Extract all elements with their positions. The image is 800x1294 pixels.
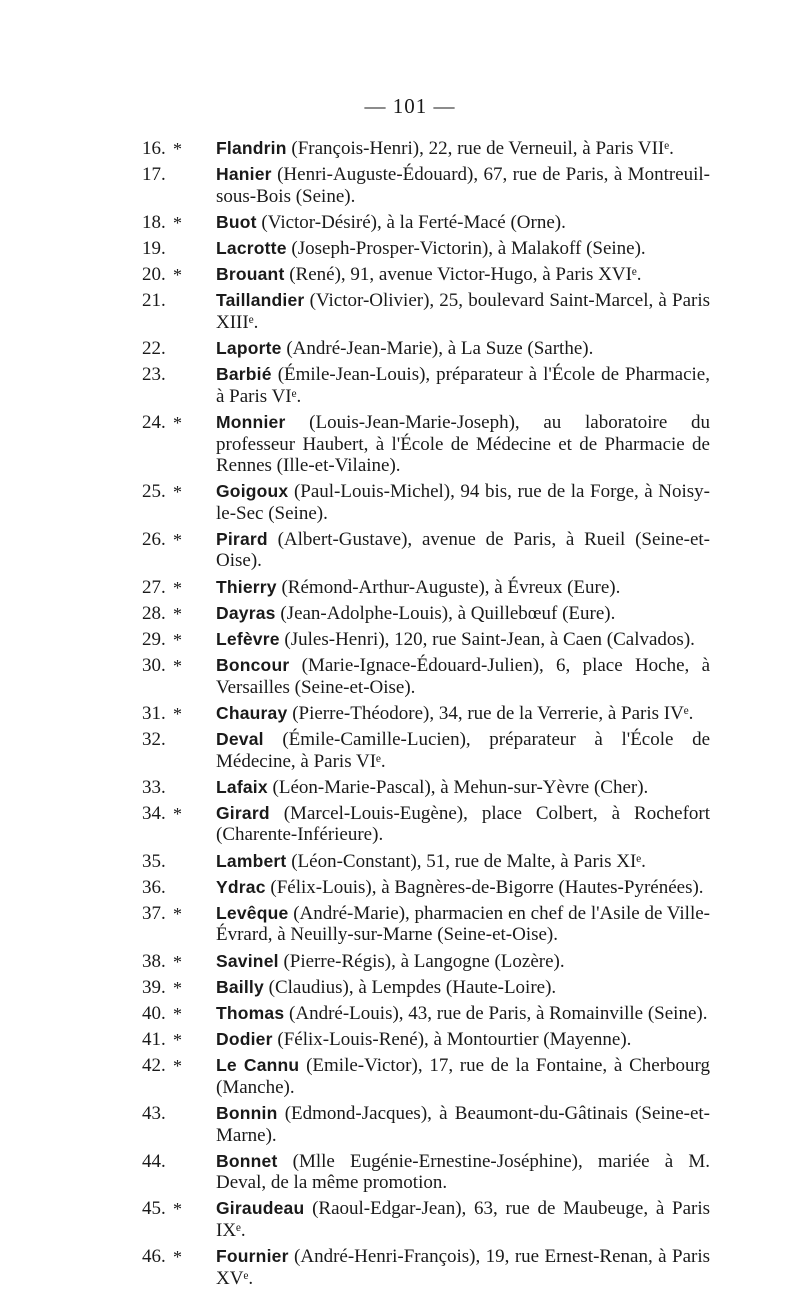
entry-surname: Lacrotte [216, 238, 287, 259]
entry-number: 22. [142, 338, 166, 360]
list-item [140, 264, 710, 286]
entry-surname: Bonnet [216, 1150, 278, 1171]
list-item [140, 364, 710, 407]
entry-details: (Marcel-Louis-Eugène), place Colbert, à Rochefort (Charente-Inférieure). [216, 802, 711, 846]
entry-number: 27. [142, 576, 166, 598]
entry-surname: Lefèvre [216, 628, 280, 649]
list-item [140, 1055, 710, 1098]
entry-surname: Pirard [216, 528, 268, 549]
entry-number: 36. [142, 876, 166, 898]
list-item [140, 1198, 710, 1241]
entry-asterisk: * [173, 212, 182, 233]
entry-surname: Hanier [216, 164, 272, 185]
entry-details: (Claudius), à Lempdes (Haute-Loire). [268, 976, 557, 998]
entry-details: (Paul-Louis-Michel), 94 bis, rue de la Forge, à Noisy-le-Sec (Seine). [216, 481, 711, 524]
list-item [140, 877, 710, 899]
list-item [140, 1029, 710, 1051]
entry-details: (René), 91, avenue Victor-Hugo, à Paris XVIᵉ. [289, 264, 642, 286]
entry-asterisk: * [173, 1004, 182, 1024]
entry-number: 45. [142, 1198, 166, 1220]
list-item [140, 138, 710, 160]
entry-asterisk: * [173, 529, 182, 550]
entry-details: (Victor-Désiré), à la Ferté-Macé (Orne). [261, 211, 566, 233]
entry-details: (Jean-Adolphe-Louis), à Quillebœuf (Eure). [280, 602, 616, 624]
entry-surname: Ydrac [216, 876, 266, 897]
list-item [140, 629, 710, 651]
entry-asterisk: * [173, 265, 182, 286]
entry-surname: Goigoux [216, 481, 289, 502]
entry-number: 25. [142, 481, 166, 503]
entry-number: 26. [142, 528, 166, 550]
entry-details: (Félix-Louis), à Bagnères-de-Bigorre (Hautes-Pyrénées). [270, 876, 704, 898]
list-item [140, 1246, 710, 1289]
entry-surname: Laporte [216, 338, 282, 359]
entry-details: (André-Henri-François), 19, rue Ernest-Renan, à Paris XVᵉ. [216, 1246, 710, 1289]
entry-details: (Edmond-Jacques), à Beaumont-du-Gâtinais (Seine-et-Marne). [216, 1103, 710, 1146]
entry-surname: Barbié [216, 364, 272, 385]
entry-details: (Henri-Auguste-Édouard), 67, rue de Paris, à Montreuil-sous-Bois (Seine). [216, 164, 711, 207]
entry-number: 44. [142, 1150, 166, 1172]
entry-list [140, 138, 710, 1294]
entry-asterisk: * [173, 703, 182, 724]
entry-number: 33. [142, 776, 166, 798]
entry-details: (André-Marie), pharmacien en chef de l'Asile de Ville-Évrard, à Neuilly-sur-Marne (Seine-et-Oise). [216, 902, 710, 946]
entry-surname: Fournier [216, 1246, 289, 1267]
entry-asterisk: * [173, 903, 182, 924]
entry-number: 17. [142, 164, 166, 186]
entry-number: 18. [142, 211, 166, 233]
entry-details: (François-Henri), 22, rue de Verneuil, à Paris VIIᵉ. [291, 138, 674, 159]
entry-details: (Émile-Camille-Lucien), préparateur à l'École de Médecine, à Paris VIᵉ. [216, 729, 711, 772]
entry-details: (Marie-Ignace-Édouard-Julien), 6, place Hoche, à Versailles (Seine-et-Oise). [216, 655, 711, 698]
entry-surname: Levêque [216, 902, 289, 923]
page-number: — 101 — [364, 94, 456, 118]
list-item [140, 412, 710, 477]
entry-asterisk: * [173, 139, 182, 159]
list-item [140, 903, 710, 946]
entry-number: 39. [142, 976, 166, 998]
entry-details: (Mlle Eugénie-Ernestine-Joséphine), mariée à M. Deval, de la même promotion. [216, 1150, 711, 1194]
entry-number: 23. [142, 364, 166, 386]
list-item [140, 338, 710, 360]
list-item [140, 1003, 710, 1025]
entry-number: 41. [142, 1029, 166, 1051]
entry-details: (Albert-Gustave), avenue de Paris, à Rueil (Seine-et-Oise). [216, 528, 711, 572]
entry-asterisk: * [173, 803, 182, 824]
entry-number: 24. [142, 412, 166, 433]
entry-surname: Buot [216, 211, 257, 232]
entry-number: 43. [142, 1103, 166, 1125]
list-item [140, 603, 710, 625]
entry-asterisk: * [173, 1247, 182, 1268]
entry-number: 42. [142, 1055, 166, 1077]
entry-asterisk: * [173, 977, 182, 998]
entry-details: (Émile-Jean-Louis), préparateur à l'École de Pharmacie, à Paris VIᵉ. [216, 364, 710, 407]
entry-surname: Le Cannu [216, 1055, 300, 1076]
list-item [140, 238, 710, 260]
entry-surname: Giraudeau [216, 1198, 305, 1219]
entry-details: (Pierre-Régis), à Langogne (Lozère). [283, 950, 565, 972]
entry-number: 20. [142, 264, 166, 286]
list-item [140, 729, 710, 772]
entry-number: 28. [142, 602, 166, 624]
entry-asterisk: * [173, 951, 182, 972]
entry-surname: Savinel [216, 950, 279, 971]
entry-surname: Deval [216, 729, 264, 749]
entry-number: 19. [142, 238, 166, 260]
entry-number: 40. [142, 1003, 166, 1024]
entry-asterisk: * [173, 1056, 182, 1077]
list-item [140, 212, 710, 234]
entry-number: 38. [142, 950, 166, 972]
entry-surname: Dayras [216, 602, 276, 623]
entry-details: (Pierre-Théodore), 34, rue de la Verrerie, à Paris IVᵉ. [292, 702, 694, 724]
list-item [140, 1103, 710, 1146]
entry-number: 32. [142, 729, 166, 750]
entry-surname: Bailly [216, 976, 264, 997]
entry-number: 46. [142, 1246, 166, 1268]
list-item [140, 951, 710, 973]
entry-details: (Jules-Henri), 120, rue Saint-Jean, à Caen (Calvados). [284, 628, 695, 650]
entry-surname: Dodier [216, 1029, 273, 1050]
entry-details: (Raoul-Edgar-Jean), 63, rue de Maubeuge, à Paris IXᵉ. [216, 1198, 710, 1241]
entry-number: 35. [142, 850, 166, 872]
entry-surname: Brouant [216, 264, 285, 285]
list-item [140, 481, 710, 524]
entry-details: (Emile-Victor), 17, rue de la Fontaine, à Cherbourg (Manche). [216, 1055, 711, 1098]
entry-surname: Lafaix [216, 776, 268, 797]
entry-details: (Léon-Marie-Pascal), à Mehun-sur-Yèvre (Cher). [272, 776, 649, 798]
entry-asterisk: * [173, 577, 182, 598]
entry-surname: Boncour [216, 655, 290, 676]
entry-surname: Chauray [216, 702, 288, 723]
entry-number: 30. [142, 655, 166, 677]
entry-surname: Girard [216, 802, 270, 823]
entry-asterisk: * [173, 482, 182, 503]
entry-surname: Thomas [216, 1003, 285, 1023]
entry-number: 16. [142, 138, 166, 159]
list-item [140, 577, 710, 599]
entry-number: 21. [142, 290, 166, 312]
entry-asterisk: * [173, 603, 182, 624]
entry-number: 29. [142, 628, 166, 650]
entry-number: 37. [142, 902, 166, 924]
entry-surname: Lambert [216, 850, 287, 871]
entry-surname: Bonnin [216, 1103, 278, 1124]
list-item [140, 1151, 710, 1194]
entry-surname: Thierry [216, 576, 277, 597]
entry-details: (André-Louis), 43, rue de Paris, à Romainville (Seine). [289, 1003, 708, 1024]
entry-details: (Louis-Jean-Marie-Joseph), au laboratoire du professeur Haubert, à l'École de Médecine et de Pharmacie de Rennes (Ille-et-Vilaine). [216, 412, 710, 476]
entry-details: (Léon-Constant), 51, rue de Malte, à Paris XIᵉ. [291, 850, 646, 872]
list-item [140, 529, 710, 572]
list-item [140, 803, 710, 846]
entry-asterisk: * [173, 629, 182, 650]
entry-surname: Taillandier [216, 290, 305, 311]
list-item [140, 777, 710, 799]
entry-details: (André-Jean-Marie), à La Suze (Sarthe). [286, 338, 594, 360]
entry-details: (Victor-Olivier), 25, boulevard Saint-Marcel, à Paris XIIIᵉ. [216, 290, 711, 333]
entry-surname: Monnier [216, 412, 286, 432]
entry-asterisk: * [173, 1199, 182, 1220]
list-item [140, 290, 710, 333]
entry-surname: Flandrin [216, 138, 287, 158]
list-item [140, 164, 710, 207]
list-item [140, 851, 710, 873]
entry-details: (Félix-Louis-René), à Montourtier (Mayenne). [277, 1029, 632, 1051]
entry-asterisk: * [173, 1030, 182, 1051]
entry-details: (Joseph-Prosper-Victorin), à Malakoff (Seine). [291, 238, 646, 260]
entry-asterisk: * [173, 656, 182, 677]
entry-details: (Rémond-Arthur-Auguste), à Évreux (Eure). [281, 576, 621, 598]
list-item [140, 655, 710, 698]
list-item [140, 703, 710, 725]
list-item [140, 977, 710, 999]
entry-number: 31. [142, 702, 166, 724]
entry-asterisk: * [173, 413, 182, 433]
entry-number: 34. [142, 802, 166, 824]
